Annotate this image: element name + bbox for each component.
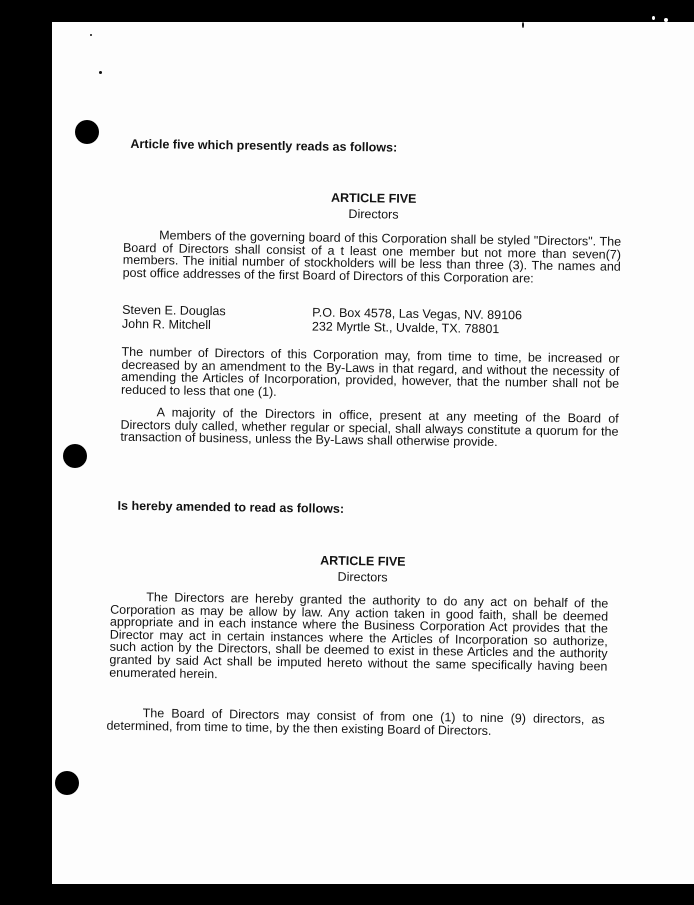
article-heading [273, 189, 473, 224]
article-heading [263, 552, 463, 587]
paragraph-text: The Directors are hereby granted the authority to do any act on behalf of the Corporation as may be allow by law. Any action taken in good faith, shall be deemed appropriate and in each instance where the Business Corporation Act provides that the Director may act in certain instances where the Articles of Incorporation so authorize, such action by the Directors, shall be deemed to exist in these Articles and the authority granted by said Act shall be imputed hereto without the same specifically having been enumerated herein. [109, 590, 609, 681]
punch-hole-icon [75, 120, 99, 144]
article-title: ARTICLE FIVE [330, 190, 417, 206]
paragraph-text: Members of the governing board of this Corporation shall be styled "Directors". The Board of Directors shall consist of a t least one member but not more than seven(7) members. The initial number of stockholders will be less than three (3). The names and post office addresses of the first Board of Directors of this Corporation are: [122, 228, 622, 286]
director-address: 232 Myrtle St., Uvalde, TX. 78801 [311, 319, 500, 337]
paragraph [123, 229, 622, 286]
scan-speck [99, 71, 102, 74]
director-name: John R. Mitchell [121, 316, 211, 333]
scan-speck [652, 16, 655, 20]
paragraph [109, 591, 608, 686]
director-name: Steven E. Douglas [122, 302, 226, 319]
scan-speck [664, 18, 668, 22]
document-page [52, 22, 694, 884]
section-intro: Article five which presently reads as follows: [130, 136, 398, 155]
article-title: ARTICLE FIVE [320, 553, 406, 569]
scan-speck [522, 22, 524, 28]
paragraph-text: A majority of the Directors in office, present at any meeting of the Board of Directors duly called, whether regular or special, shall always constitute a quorum for the transaction of business, unless the By-Laws shall otherwise provide. [120, 405, 619, 450]
scan-speck [90, 34, 92, 36]
punch-hole-icon [63, 444, 87, 468]
paragraph-text: The Board of Directors may consist of from one (1) to nine (9) directors, as determined, from time to time, by the then existing Board of Directors. [106, 706, 605, 738]
paragraph [120, 406, 618, 451]
section-original [56, 18, 694, 450]
article-subtitle: Directors [348, 206, 399, 222]
director-address: P.O. Box 4578, Las Vegas, NV. 89106 [312, 305, 523, 323]
paragraph [106, 707, 604, 739]
punch-hole-icon [55, 771, 79, 795]
section-intro: Is hereby amended to read as follows: [117, 498, 345, 516]
article-subtitle: Directors [337, 569, 388, 585]
paragraph: The number of Directors of this Corporation may, from time to time, be increased or decreased by an amendment to the By-Laws in that regard, and without the necessity of amending the Articles of Incorporation, provided, however, that the number shall not be reduced to less that one (1). [120, 344, 620, 399]
